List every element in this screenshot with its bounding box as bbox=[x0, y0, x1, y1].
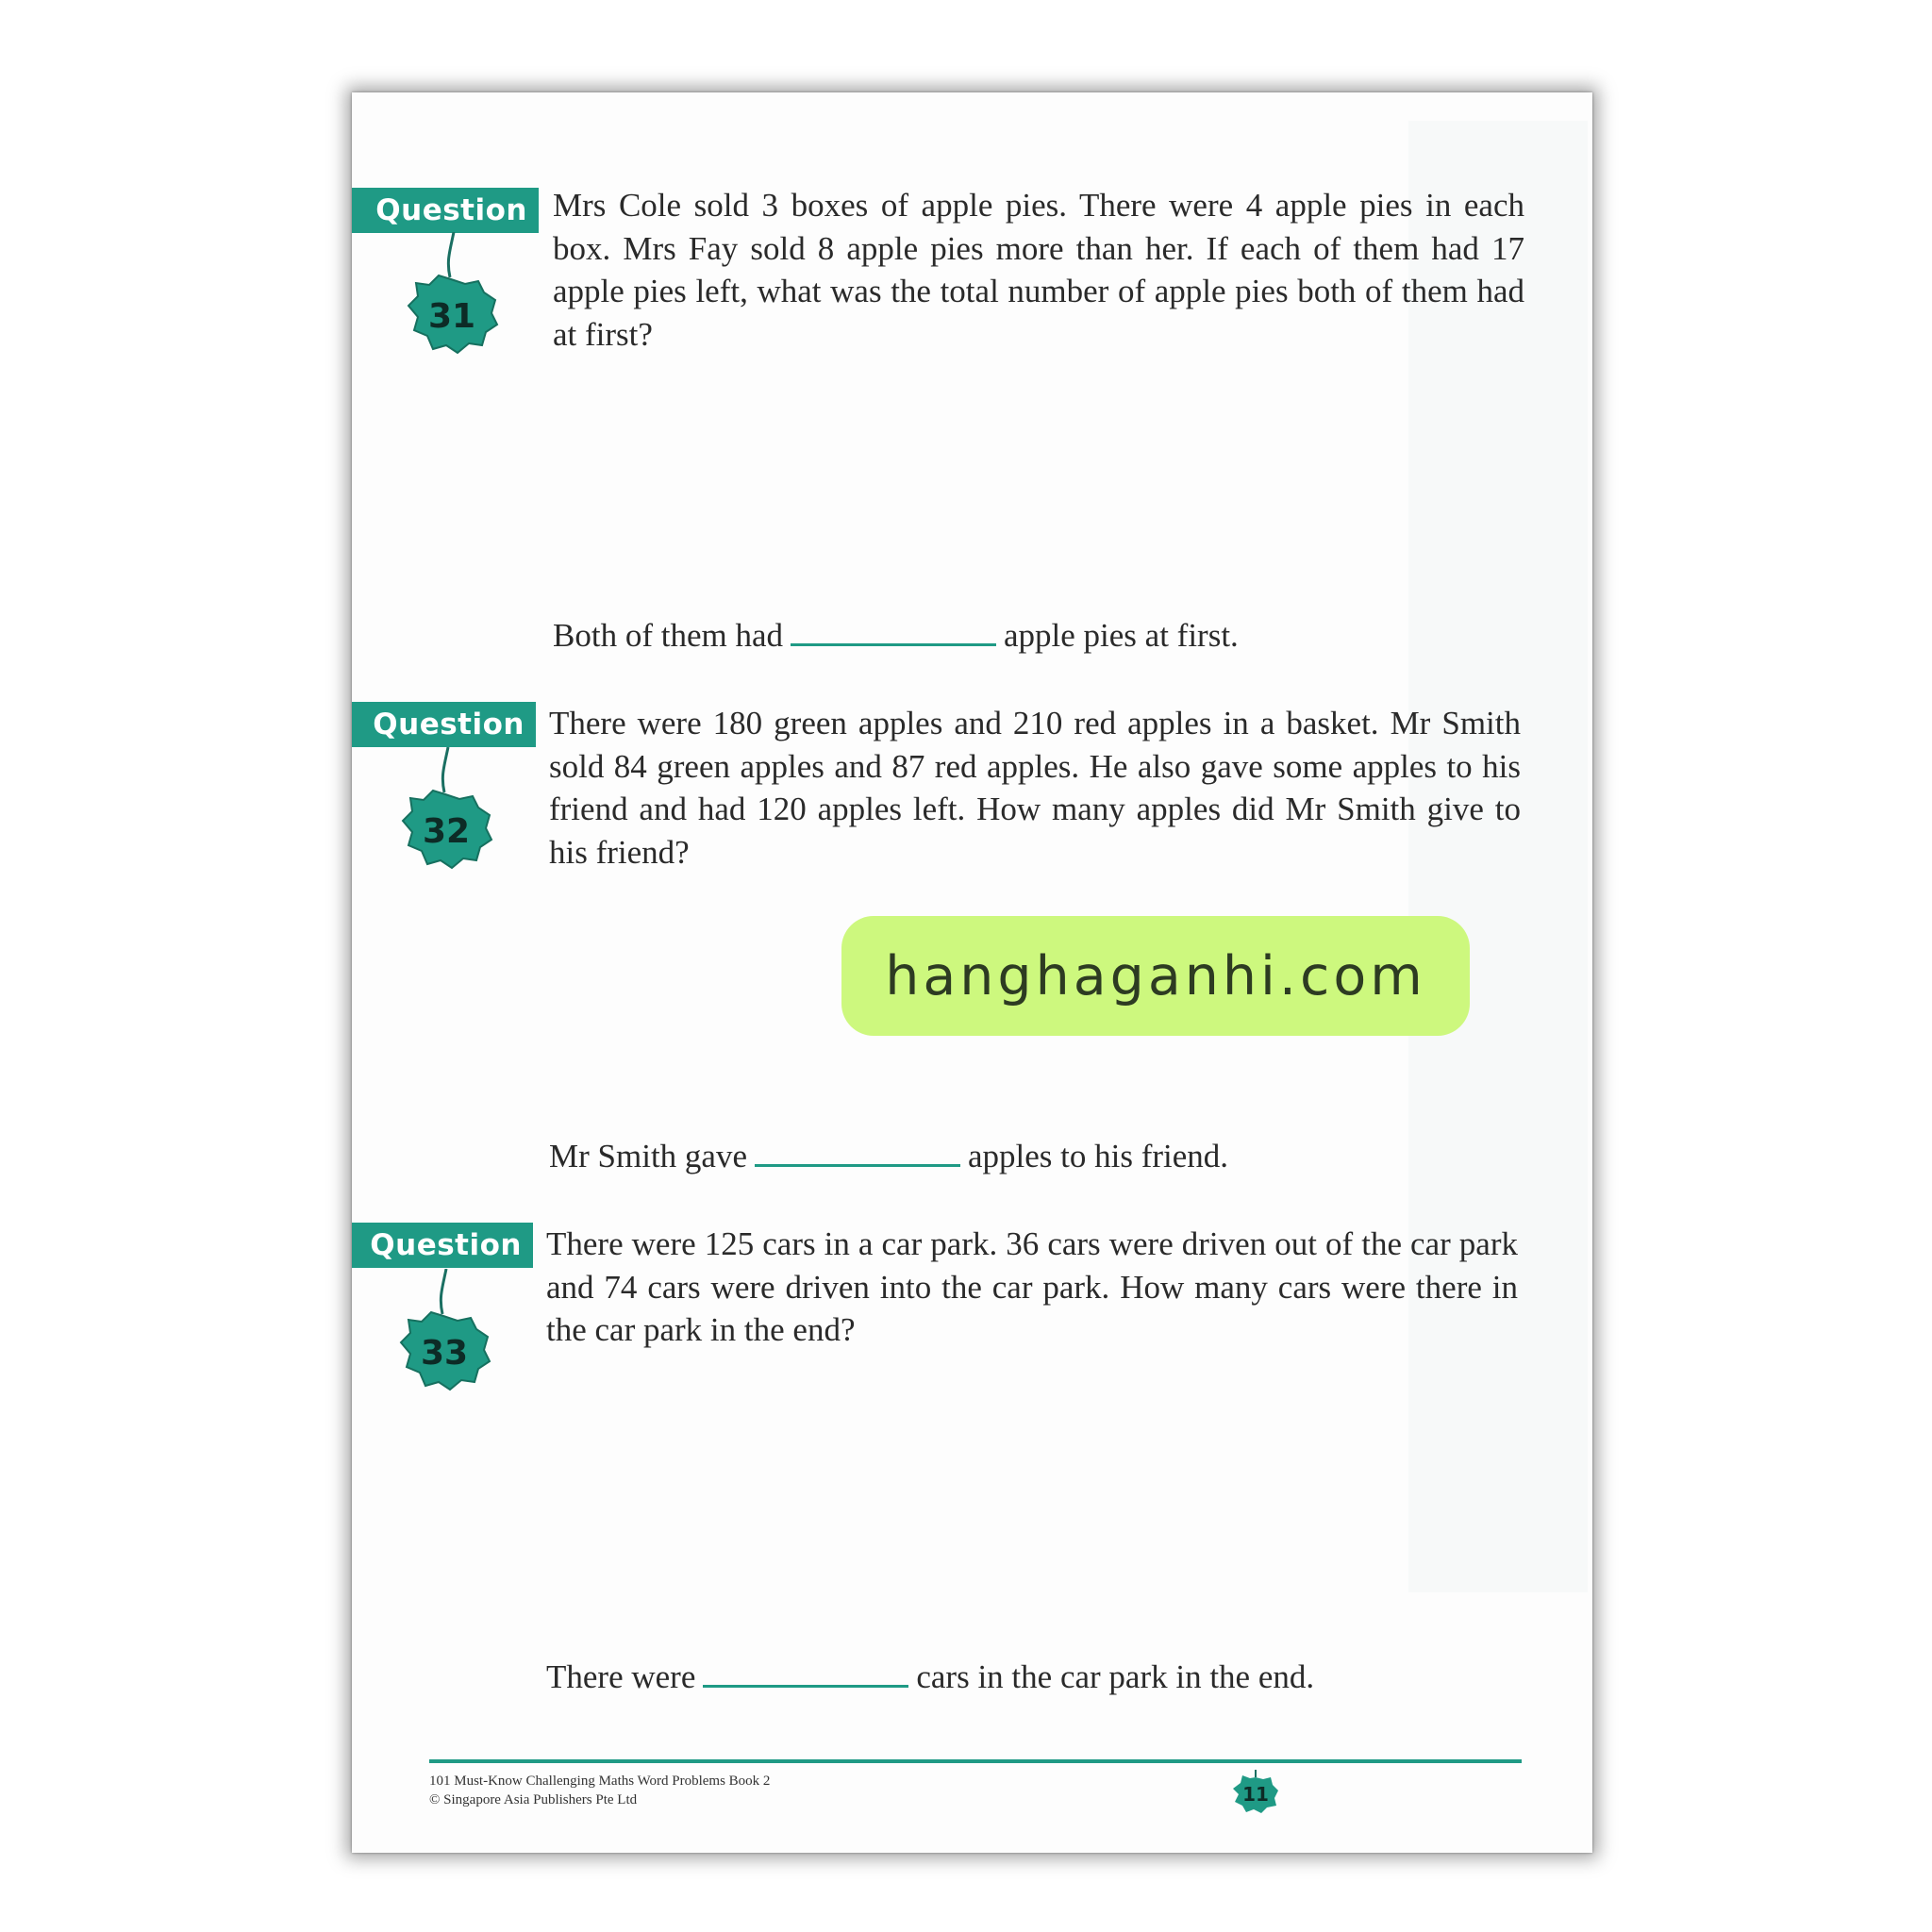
question-32-number: 32 bbox=[422, 812, 471, 851]
answer-suffix: apples to his friend. bbox=[967, 1138, 1229, 1174]
question-31-number: 31 bbox=[427, 297, 476, 336]
question-32-banner: Question bbox=[352, 702, 536, 747]
answer-blank[interactable] bbox=[703, 1684, 908, 1688]
page-number: 11 bbox=[1242, 1783, 1269, 1806]
footer-copyright: © Singapore Asia Publishers Pte Ltd bbox=[429, 1792, 638, 1807]
question-31-number-tag bbox=[399, 232, 503, 355]
question-31-banner: Question bbox=[352, 188, 539, 233]
question-31-answer-line bbox=[553, 617, 1239, 655]
answer-prefix: There were bbox=[546, 1658, 696, 1695]
answer-suffix: apple pies at first. bbox=[1004, 617, 1239, 654]
answer-prefix: Mr Smith gave bbox=[549, 1138, 747, 1174]
answer-blank[interactable] bbox=[755, 1163, 960, 1167]
question-33-number: 33 bbox=[420, 1334, 469, 1373]
watermark-badge: hanghaganhi.com bbox=[841, 916, 1470, 1036]
footer-book-title: 101 Must-Know Challenging Maths Word Problems Book 2 bbox=[429, 1774, 771, 1789]
question-32-number-tag bbox=[393, 747, 497, 870]
question-33-banner: Question bbox=[352, 1223, 533, 1268]
answer-prefix: Both of them had bbox=[553, 617, 783, 654]
footer-rule bbox=[429, 1759, 1522, 1763]
answer-blank[interactable] bbox=[791, 642, 996, 646]
question-33-text: There were 125 cars in a car park. 36 cars were driven out of the car park and 74 cars were driven into the car park. How many cars were there in the car park in the end? bbox=[546, 1225, 1518, 1348]
answer-suffix: cars in the car park in the end. bbox=[916, 1658, 1315, 1695]
question-33-number-tag bbox=[391, 1269, 495, 1391]
question-33-answer-line bbox=[546, 1658, 1314, 1696]
question-32-text: There were 180 green apples and 210 red apples in a basket. Mr Smith sold 84 green apples and 87 red apples. He also gave some apples to his friend and had 120 apples left. How many apples did Mr Smith give to his friend? bbox=[549, 705, 1521, 871]
question-31-text: Mrs Cole sold 3 boxes of apple pies. There were 4 apple pies in each box. Mrs Fay sold 8 apple pies more than her. If each of them had 17 apple pies left, what was the total number of apple pies both of them had at first? bbox=[553, 187, 1524, 353]
question-32-answer-line bbox=[549, 1138, 1228, 1175]
page-number-badge bbox=[1231, 1770, 1280, 1813]
